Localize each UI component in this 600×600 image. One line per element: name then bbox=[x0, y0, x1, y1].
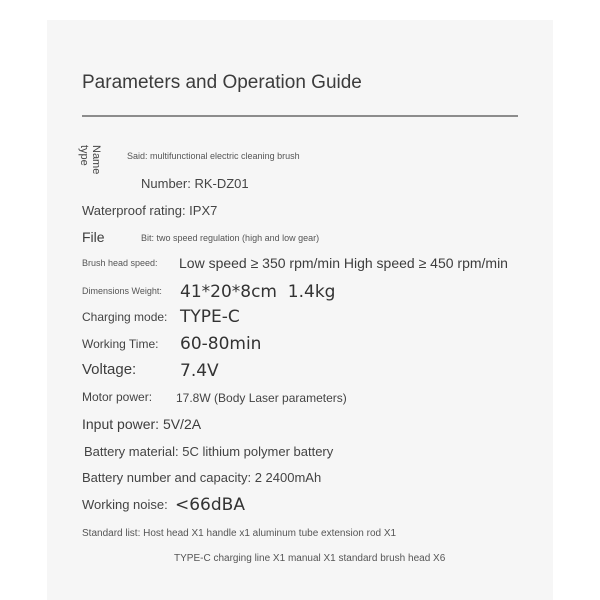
noise-label: Working noise: bbox=[82, 497, 168, 512]
charging-label: Charging mode: bbox=[82, 310, 168, 324]
standard-list-line2: TYPE-C charging line X1 manual X1 standard brush head X6 bbox=[174, 553, 446, 564]
standard-list-line1: Standard list: Host head X1 handle x1 aluminum tube extension rod X1 bbox=[82, 528, 397, 539]
motor-power-label: Motor power: bbox=[82, 390, 153, 404]
noise-value: <66dBA bbox=[175, 495, 245, 515]
working-time-label: Working Time: bbox=[82, 337, 159, 351]
input-power-text: Input power: 5V/2A bbox=[82, 416, 202, 432]
battery-material-text: Battery material: 5C lithium polymer battery bbox=[84, 444, 334, 459]
type-label: type bbox=[78, 145, 90, 166]
voltage-label: Voltage: bbox=[82, 361, 137, 378]
file-label: File bbox=[82, 229, 105, 245]
battery-capacity-text: Battery number and capacity: 2 2400mAh bbox=[82, 470, 322, 485]
brush-speed-label: Brush head speed: bbox=[82, 258, 158, 268]
working-time-value: 60-80min bbox=[180, 334, 262, 354]
voltage-value: 7.4V bbox=[180, 361, 219, 381]
number-text: Number: RK-DZ01 bbox=[141, 176, 249, 191]
file-value: Bit: two speed regulation (high and low gear) bbox=[141, 233, 320, 243]
brush-speed-value: Low speed ≥ 350 rpm/min High speed ≥ 450 rpm/min bbox=[179, 255, 508, 271]
title-divider bbox=[82, 115, 518, 117]
dimensions-label: Dimensions Weight: bbox=[82, 286, 162, 296]
motor-power-value: 17.8W (Body Laser parameters) bbox=[176, 391, 347, 405]
dimensions-value: 41*20*8cm 1.4kg bbox=[180, 282, 336, 302]
said-text: Said: multifunctional electric cleaning brush bbox=[127, 151, 300, 161]
charging-value: TYPE-C bbox=[180, 307, 240, 327]
name-label: Name bbox=[90, 145, 102, 175]
page-title: Parameters and Operation Guide bbox=[82, 72, 362, 93]
waterproof-text: Waterproof rating: IPX7 bbox=[82, 203, 218, 218]
name-type-vertical-label bbox=[76, 145, 106, 185]
